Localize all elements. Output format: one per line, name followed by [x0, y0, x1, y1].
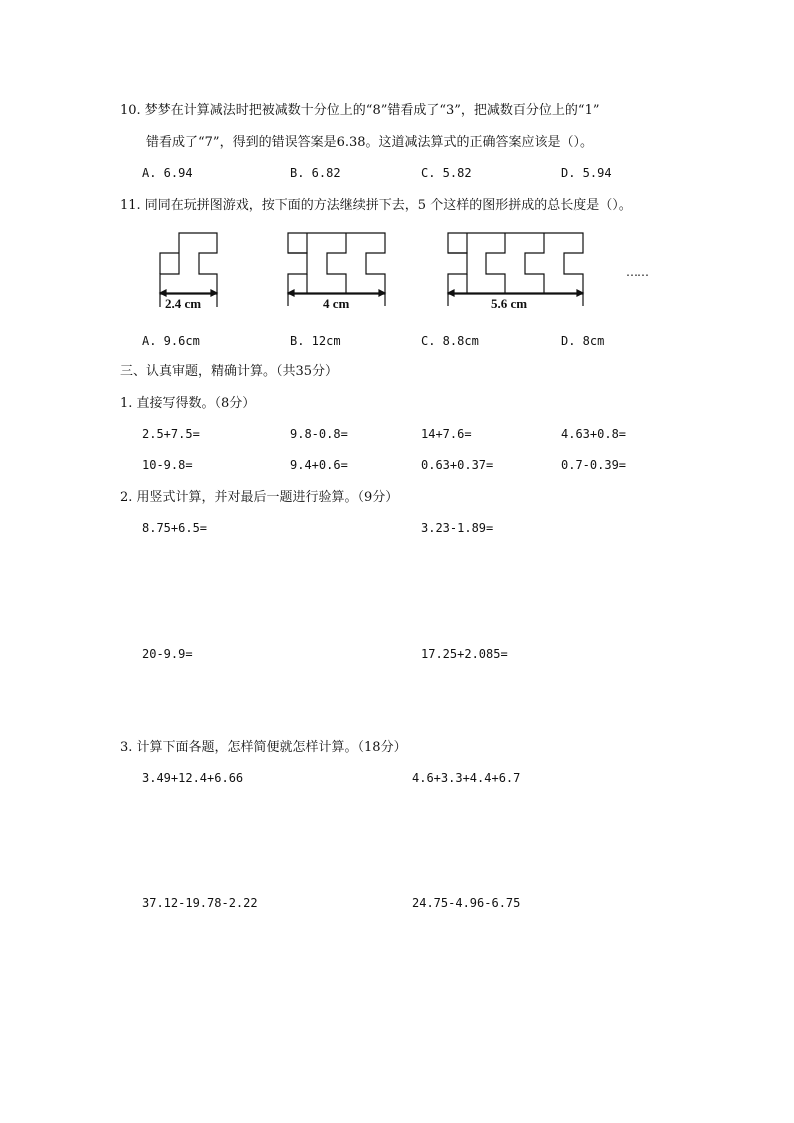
part-1-item-8: 0.7-0.39=	[561, 458, 627, 472]
figure-3-length-label: 5.6 cm	[491, 296, 528, 311]
figure-ellipsis: ……	[626, 265, 648, 279]
q11-option-b: B. 12cm	[290, 334, 341, 348]
part-1-item-6: 9.4+0.6=	[290, 458, 348, 472]
part-2-item-2: 3.23-1.89=	[421, 521, 494, 535]
figure-1-length-label: 2.4 cm	[165, 296, 202, 311]
q10-text-line1: 10. 梦梦在计算减法时把被减数十分位上的“8”错看成了“3”，把减数百分位上的“1”	[120, 103, 600, 118]
part-2-item-1: 8.75+6.5=	[142, 521, 208, 535]
part-3-item-2: 4.6+3.3+4.4+6.7	[412, 771, 521, 785]
section-3-title: 三、认真审题，精确计算。（共35分）	[120, 364, 339, 379]
q10-option-d: D. 5.94	[561, 166, 612, 180]
part-3-title: 3. 计算下面各题，怎样简便就怎样计算。（18分）	[120, 740, 407, 755]
part-1-item-3: 14+7.6=	[421, 427, 472, 441]
q11-option-d: D. 8cm	[561, 334, 605, 348]
part-3-item-4: 24.75-4.96-6.75	[412, 896, 521, 910]
q10-text-line2: 错看成了“7”，得到的错误答案是6.38。这道减法算式的正确答案应该是（）。	[146, 135, 594, 150]
part-2-item-3: 20-9.9=	[142, 647, 193, 661]
part-2-item-4: 17.25+2.085=	[421, 647, 508, 661]
q10-option-c: C. 5.82	[421, 166, 472, 180]
part-1-item-1: 2.5+7.5=	[142, 427, 200, 441]
q11-text: 11. 同同在玩拼图游戏，按下面的方法继续拼下去，5 个这样的图形拼成的总长度是（）。	[120, 198, 632, 213]
part-3-item-3: 37.12-19.78-2.22	[142, 896, 258, 910]
figure-2-length-label: 4 cm	[323, 296, 350, 311]
part-1-title: 1. 直接写得数。（8分）	[120, 396, 256, 411]
part-3-item-1: 3.49+12.4+6.66	[142, 771, 244, 785]
q11-option-a: A. 9.6cm	[142, 334, 200, 348]
part-1-item-7: 0.63+0.37=	[421, 458, 494, 472]
part-2-title: 2. 用竖式计算，并对最后一题进行验算。（9分）	[120, 490, 399, 505]
q10-option-b: B. 6.82	[290, 166, 341, 180]
q11-option-c: C. 8.8cm	[421, 334, 479, 348]
part-1-item-4: 4.63+0.8=	[561, 427, 627, 441]
part-1-item-5: 10-9.8=	[142, 458, 193, 472]
part-1-item-2: 9.8-0.8=	[290, 427, 348, 441]
q10-option-a: A. 6.94	[142, 166, 193, 180]
